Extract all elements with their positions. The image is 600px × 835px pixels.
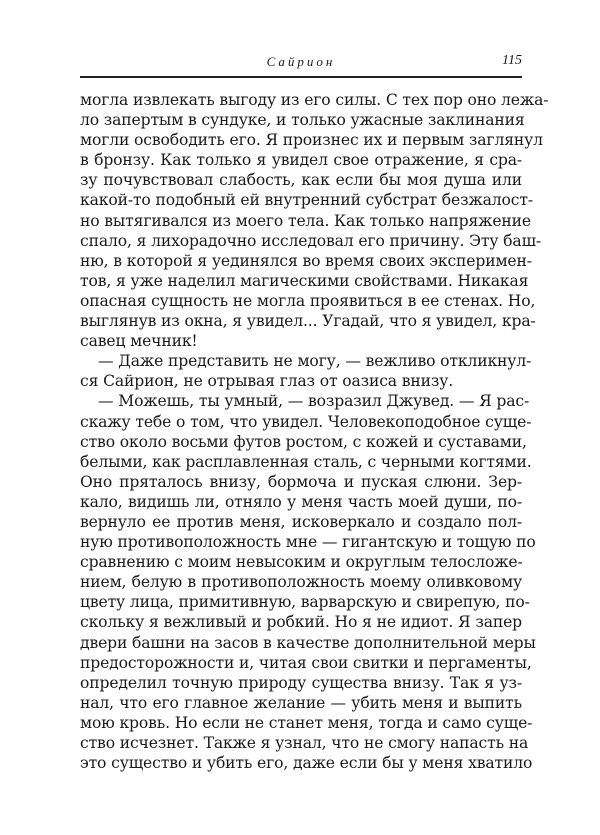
text-line: белыми, как расплавленная сталь, с черными когтями. [80, 452, 532, 471]
text-line: могли освободить его. Я произнес их и первым заглянул [80, 131, 543, 150]
text-line: ную противоположность мне — гигантскую и тощую по [80, 533, 536, 552]
body-text [80, 90, 549, 773]
text-line: могла извлекать выгоду из его силы. С тех пор оно лежа- [80, 91, 549, 109]
text-line: опасная сущность не могла проявиться в ее стенах. Но, [80, 291, 536, 310]
text-line: предосторожности и, читая свои свитки и пергаменты, [80, 653, 532, 672]
text-line: кало, видишь ли, отняло у меня часть моей души, по- [80, 492, 522, 511]
running-head [80, 52, 522, 72]
text-line: вернуло ее против меня, исковеркало и создало пол- [80, 512, 522, 531]
text-line: Оно пряталось внизу, бормоча и пуская слюни. Зер- [80, 472, 522, 491]
text-line: это существо и убить его, даже если бы у меня хватило [80, 754, 533, 773]
text-line: тов, я уже наделил магическими свойствами. Никакая [80, 271, 529, 290]
text-line: скольку я вежливый и робкий. Но я не идиот. Я запер [80, 613, 522, 632]
text-line: нал, что его главное желание — убить меня и выпить [80, 693, 522, 712]
text-line: цвету лица, примитивную, варварскую и свирепую, по- [80, 593, 530, 612]
text-line: — Можешь, ты умный, — возразил Джувед. — Я рас- [98, 392, 530, 411]
text-line: ство около восьми футов ростом, с кожей и суставами, [80, 432, 527, 451]
text-line: в бронзу. Как только я увидел свое отражение, я сра- [80, 151, 522, 170]
text-line: двери башни на засов в качестве дополнительной меры [80, 633, 536, 652]
text-line: ло запертым в сундуке, и только ужасные заклинания [80, 111, 525, 130]
text-line: спало, я лихорадочно исследовал его причину. Эту баш- [80, 231, 542, 250]
header-rule [80, 76, 522, 78]
text-line: — Даже представить не могу, — вежливо откликнул- [98, 352, 532, 371]
page-number: 115 [502, 53, 522, 68]
text-line: скажу тебе о том, что увидел. Человекоподобное суще- [80, 412, 532, 431]
text-line: савец мечник! [80, 332, 198, 351]
text-line: зу почувствовал слабость, как если бы моя душа или [80, 171, 522, 190]
text-line: ство исчезнет. Также я узнал, что не смогу напасть на [80, 734, 529, 752]
text-line: сравнению с моим невысоким и округлым телосложе- [80, 553, 523, 572]
text-line: ню, в которой я уединялся во время своих эксперимен- [80, 251, 532, 270]
text-line: но вытягивался из моего тела. Как только напряжение [80, 211, 531, 230]
text-line: нием, белую в противоположность моему оливковому [80, 573, 522, 592]
text-line: ся Сайрион, не отрывая глаз от оазиса внизу. [80, 372, 454, 391]
text-line: выглянув из окна, я увидел... Угадай, что я увидел, кра- [80, 312, 536, 331]
running-head-title: Сайрион [266, 54, 336, 69]
text-line: какой-то подобный ей внутренний субстрат безжалост- [80, 191, 533, 210]
text-line: мою кровь. Но если не станет меня, тогда и само суще- [80, 713, 533, 732]
text-line: определил точную природу существа внизу. Так я уз- [80, 673, 522, 692]
